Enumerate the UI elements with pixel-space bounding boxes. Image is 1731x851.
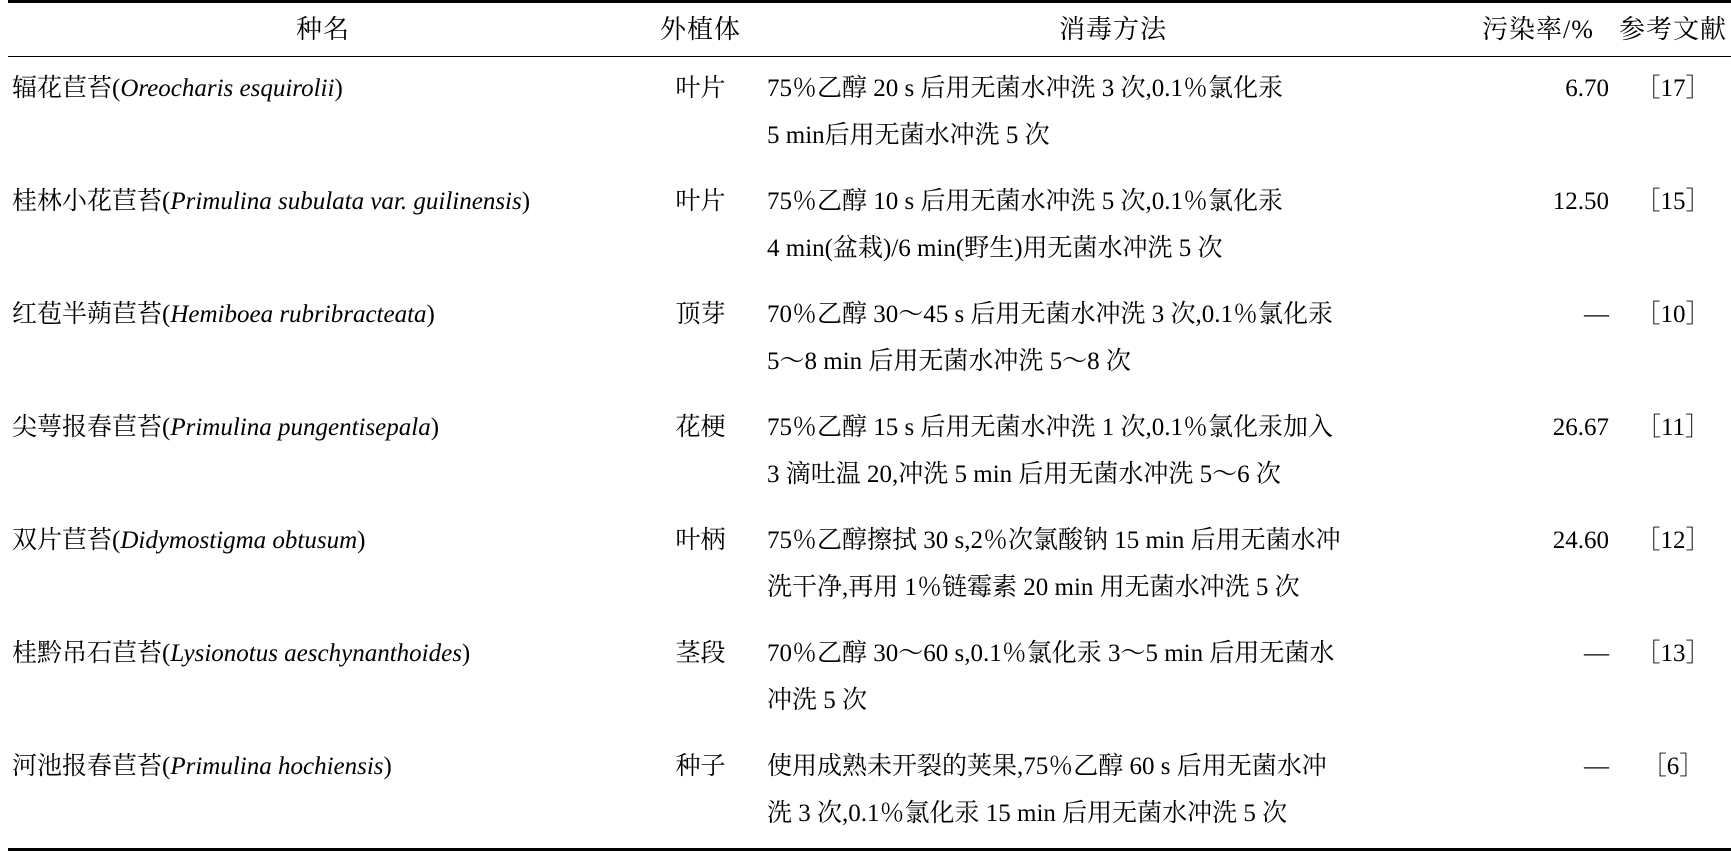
cell-contamination-rate: 6.70 <box>1565 75 1609 102</box>
table-header <box>8 2 1731 57</box>
cell-contamination-rate: 24.60 <box>1552 527 1609 554</box>
cell-reference: ［12］ <box>1635 527 1711 554</box>
species-name-latin: Primulina pungentisepala <box>170 414 431 441</box>
cell-explant: 花梗 <box>675 414 726 441</box>
cell-explant: 顶芽 <box>675 301 726 328</box>
cell-method <box>763 622 1463 735</box>
cell-reference: ［13］ <box>1635 640 1711 667</box>
cell-contamination-rate: 12.50 <box>1552 188 1609 215</box>
method-line: 70％乙醇 30～60 s,0.1％氯化汞 3～5 min 后用无菌水 <box>767 640 1335 667</box>
method-line: 75％乙醇擦拭 30 s,2％次氯酸钠 15 min 后用无菌水冲 <box>767 527 1341 554</box>
cell-explant: 茎段 <box>675 640 726 667</box>
method-line: 75％乙醇 15 s 后用无菌水冲洗 1 次,0.1％氯化汞加入 <box>767 414 1333 441</box>
species-name-tail: ) <box>461 640 471 667</box>
species-name-cn: 河池报春苣苔( <box>12 753 171 780</box>
cell-method <box>763 735 1463 850</box>
cell-method <box>763 509 1463 622</box>
method-line: 75％乙醇 10 s 后用无菌水冲洗 5 次,0.1％氯化汞 <box>767 188 1283 215</box>
cell-method <box>763 57 1463 171</box>
column-header-contamination-rate: 污染率/% <box>1463 2 1613 57</box>
species-name-cn: 桂黔吊石苣苔( <box>12 640 171 667</box>
cell-method <box>763 283 1463 396</box>
species-name-latin: Lysionotus aeschynanthoides <box>170 640 462 667</box>
cell-contamination-rate: — <box>1584 301 1609 328</box>
species-name-latin: Primulina subulata var. guilinensis <box>170 188 522 215</box>
species-name-cn: 辐花苣苔( <box>12 75 121 102</box>
cell-contamination-rate: — <box>1463 735 1613 850</box>
method-line: 冲洗 5 次 <box>767 686 868 714</box>
method-line: 洗 3 次,0.1％氯化汞 15 min 后用无菌水冲洗 5 次 <box>767 799 1288 827</box>
species-name-cn: 红苞半蒴苣苔( <box>12 301 171 328</box>
method-line: 洗干净,再用 1％链霉素 20 min 用无菌水冲洗 5 次 <box>767 573 1300 601</box>
method-line: 75％乙醇 20 s 后用无菌水冲洗 3 次,0.1％氯化汞 <box>767 75 1283 102</box>
species-name-tail: ) <box>430 414 440 441</box>
cell-contamination-rate: 26.67 <box>1552 414 1609 441</box>
column-header-reference: 参考文献 <box>1613 2 1731 57</box>
species-name-cn: 双片苣苔( <box>12 527 121 554</box>
table-body <box>8 57 1731 850</box>
method-line: 5 min后用无菌水冲洗 5 次 <box>767 121 1050 149</box>
species-name-tail: ) <box>521 188 531 215</box>
table-row <box>8 396 1731 509</box>
cell-method <box>763 170 1463 283</box>
method-line: 3 滴吐温 20,冲洗 5 min 后用无菌水冲洗 5～6 次 <box>767 460 1281 488</box>
species-name-tail: ) <box>426 301 435 328</box>
cell-reference: ［15］ <box>1635 188 1711 215</box>
cell-species <box>8 396 638 509</box>
table-row <box>8 170 1731 283</box>
sterilization-methods-table <box>8 0 1731 851</box>
method-line: 4 min(盆栽)/6 min(野生)用无菌水冲洗 5 次 <box>767 234 1223 262</box>
cell-reference: ［17］ <box>1635 75 1711 102</box>
table-row <box>8 622 1731 735</box>
cell-species <box>8 283 638 396</box>
cell-reference: ［6］ <box>1613 735 1731 850</box>
species-name-tail: ) <box>334 75 343 102</box>
cell-reference: ［10］ <box>1635 301 1711 328</box>
species-name-cn: 桂林小花苣苔( <box>12 188 171 215</box>
method-line: 5～8 min 后用无菌水冲洗 5～8 次 <box>767 347 1131 375</box>
column-header-explant: 外植体 <box>638 2 763 57</box>
species-name-cn: 尖萼报春苣苔( <box>12 414 171 441</box>
species-name-latin: Didymostigma obtusum <box>120 527 358 554</box>
cell-species <box>8 735 638 850</box>
species-name-latin: Primulina hochiensis <box>170 753 384 780</box>
cell-species <box>8 57 638 171</box>
species-name-tail: ) <box>383 753 392 780</box>
cell-method <box>763 396 1463 509</box>
species-name-latin: Hemiboea rubribracteata <box>170 301 427 328</box>
cell-reference: ［11］ <box>1635 414 1711 441</box>
header-row <box>8 2 1731 57</box>
cell-explant: 叶片 <box>675 188 726 215</box>
cell-explant: 种子 <box>638 735 763 850</box>
cell-species <box>8 622 638 735</box>
cell-species <box>8 170 638 283</box>
species-name-latin: Oreocharis esquirolii <box>120 75 335 102</box>
method-line: 70％乙醇 30～45 s 后用无菌水冲洗 3 次,0.1％氯化汞 <box>767 301 1333 328</box>
method-line: 使用成熟未开裂的荚果,75％乙醇 60 s 后用无菌水冲 <box>767 753 1327 780</box>
cell-explant: 叶柄 <box>675 527 726 554</box>
table-row <box>8 735 1731 850</box>
species-name-tail: ) <box>357 527 366 554</box>
cell-species <box>8 509 638 622</box>
table-row <box>8 283 1731 396</box>
table-row <box>8 57 1731 171</box>
cell-explant: 叶片 <box>675 75 726 102</box>
table-row <box>8 509 1731 622</box>
cell-contamination-rate: — <box>1584 640 1609 667</box>
column-header-species: 种名 <box>8 2 638 57</box>
column-header-method: 消毒方法 <box>763 2 1463 57</box>
